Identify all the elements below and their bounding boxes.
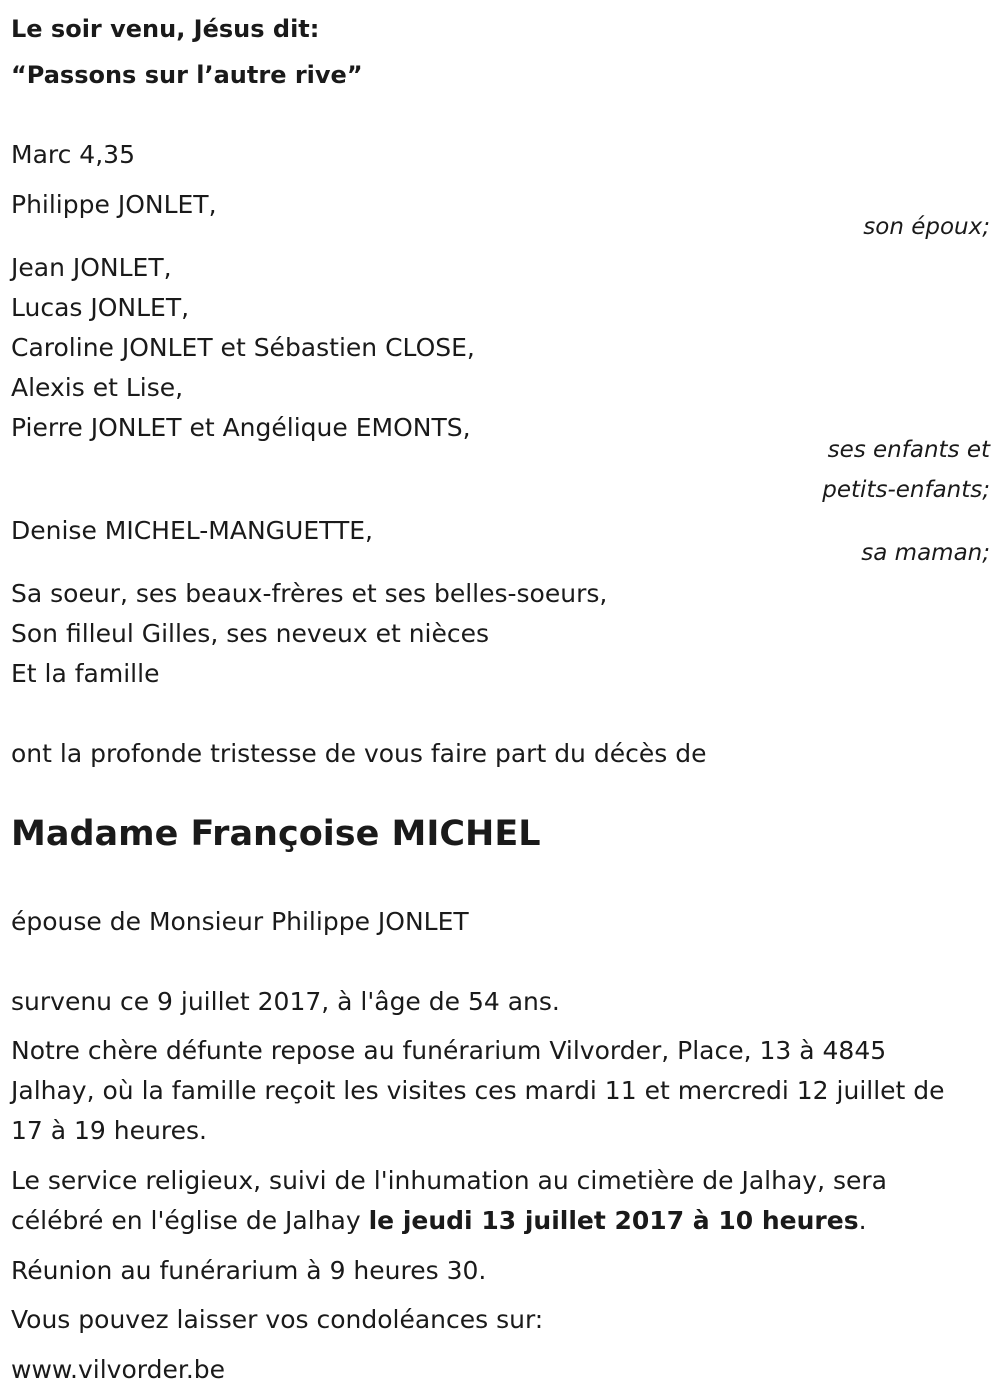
other-family-line: Et la famille [11, 659, 160, 688]
service-period: . [858, 1206, 867, 1235]
spouse-name: Philippe JONLET, [11, 190, 217, 219]
repose-line: 17 à 19 heures. [11, 1116, 207, 1145]
verse-line-1: Le soir venu, Jésus dit: [11, 15, 320, 43]
mother-relation: sa maman; [861, 540, 990, 566]
child-line: Jean JONLET, [11, 253, 172, 282]
child-line: Alexis et Lise, [11, 373, 184, 402]
service-line: Le service religieux, suivi de l'inhumation au cimetière de Jalhay, sera [11, 1166, 887, 1195]
other-family-line: Sa soeur, ses beaux-frères et ses belles-soeurs, [11, 579, 608, 608]
children-relation-2: petits-enfants; [822, 477, 990, 503]
deceased-name: Madame Françoise MICHEL [11, 814, 541, 854]
service-text: célébré en l'église de Jalhay [11, 1206, 369, 1235]
death-details: survenu ce 9 juillet 2017, à l'âge de 54 ans. [11, 987, 560, 1016]
meeting-info: Réunion au funérarium à 9 heures 30. [11, 1256, 487, 1285]
website-link[interactable]: www.vilvorder.be [11, 1355, 226, 1384]
children-relation-1: ses enfants et [827, 437, 990, 463]
mother-name: Denise MICHEL-MANGUETTE, [11, 516, 373, 545]
verse-reference: Marc 4,35 [11, 140, 135, 169]
spouse-relation: son époux; [863, 214, 990, 240]
verse-line-2: “Passons sur l’autre rive” [11, 61, 363, 89]
other-family-line: Son filleul Gilles, ses neveux et nièces [11, 619, 490, 648]
service-line [11, 1205, 867, 1236]
repose-line: Notre chère défunte repose au funérarium Vilvorder, Place, 13 à 4845 [11, 1036, 887, 1065]
condolences-info: Vous pouvez laisser vos condoléances sur: [11, 1305, 544, 1334]
announcement: ont la profonde tristesse de vous faire part du décès de [11, 739, 707, 768]
child-line: Caroline JONLET et Sébastien CLOSE, [11, 333, 475, 362]
repose-line: Jalhay, où la famille reçoit les visites ces mardi 11 et mercredi 12 juillet de [11, 1076, 945, 1105]
child-line: Pierre JONLET et Angélique EMONTS, [11, 413, 471, 442]
service-date: le jeudi 13 juillet 2017 à 10 heures [368, 1206, 859, 1235]
deceased-spouse-line: épouse de Monsieur Philippe JONLET [11, 907, 469, 936]
child-line: Lucas JONLET, [11, 293, 190, 322]
